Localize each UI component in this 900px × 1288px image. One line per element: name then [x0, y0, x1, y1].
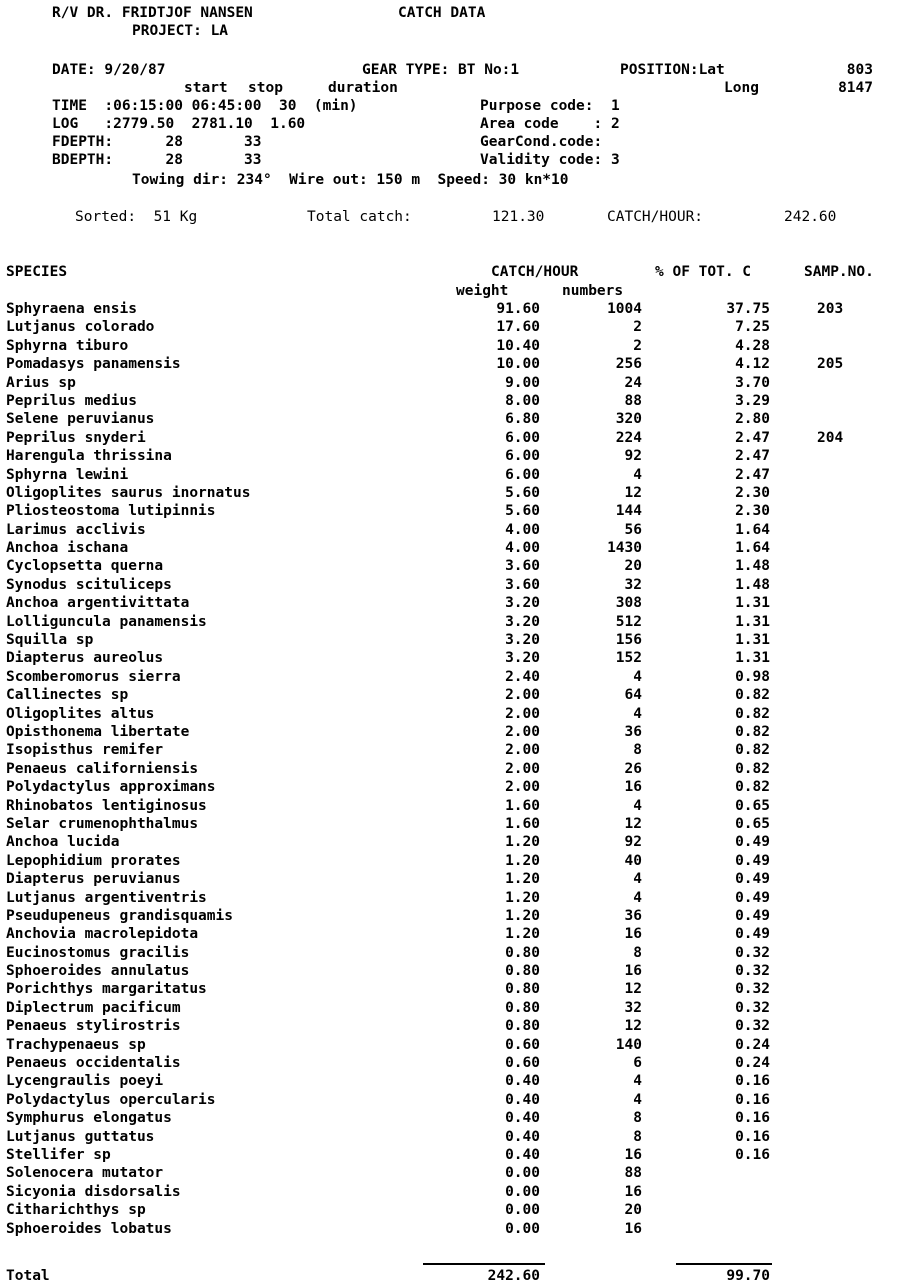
catch-numbers: 36 [624, 907, 642, 924]
sample-number-header: SAMP.NO. [804, 264, 874, 280]
catch-weight: 1.20 [505, 871, 540, 888]
table-row [0, 925, 900, 943]
fdepth-row: FDEPTH: 28 33 [52, 134, 262, 150]
percent-of-total: 0.49 [735, 907, 770, 924]
catch-weight: 0.00 [505, 1202, 540, 1219]
table-row [0, 907, 900, 925]
weight-header: weight [456, 283, 509, 299]
table-row [0, 797, 900, 815]
species-name: Anchovia macrolepidota [6, 926, 199, 943]
log-row: LOG :2779.50 2781.10 1.60 [52, 116, 306, 132]
sample-number: 205 [817, 356, 844, 373]
catch-numbers: 8 [633, 1128, 642, 1145]
species-name: Pliosteostoma lutipinnis [6, 503, 216, 520]
species-name: Peprilus medius [6, 392, 137, 409]
species-name: Cyclopsetta querna [6, 558, 164, 575]
catch-weight: 0.40 [505, 1128, 540, 1145]
table-row [0, 392, 900, 410]
catch-numbers: 64 [624, 687, 642, 704]
species-name: Lutjanus colorado [6, 319, 155, 336]
catch-weight: 0.60 [505, 1036, 540, 1053]
species-name: Solenocera mutator [6, 1165, 164, 1182]
percent-of-total: 0.32 [735, 1018, 770, 1035]
catch-numbers: 56 [624, 521, 642, 538]
catch-numbers: 8 [633, 742, 642, 759]
species-name: Polydactylus opercularis [6, 1091, 216, 1108]
catch-weight: 10.00 [496, 356, 540, 373]
species-name: Harengula thrissina [6, 448, 172, 465]
table-row [0, 1054, 900, 1072]
table-row [0, 447, 900, 465]
col-duration-header: duration [328, 80, 398, 96]
catch-weight: 0.80 [505, 963, 540, 980]
table-row [0, 889, 900, 907]
species-name: Penaeus occidentalis [6, 1055, 181, 1072]
species-name: Isopisthus remifer [6, 742, 164, 759]
catch-weight: 1.60 [505, 797, 540, 814]
table-row [0, 576, 900, 594]
catch-numbers: 12 [624, 981, 642, 998]
catch-per-hour-label: CATCH/HOUR: [607, 209, 704, 225]
percent-of-total: 0.98 [735, 668, 770, 685]
catch-numbers: 16 [624, 1183, 642, 1200]
project-label: PROJECT: LA [132, 23, 229, 39]
table-row [0, 962, 900, 980]
catch-numbers: 8 [633, 1110, 642, 1127]
species-name: Symphurus elongatus [6, 1110, 172, 1127]
table-row [0, 613, 900, 631]
table-row [0, 1201, 900, 1219]
table-row [0, 484, 900, 502]
catch-numbers: 4 [633, 1091, 642, 1108]
species-name: Opisthonema libertate [6, 723, 190, 740]
total-percent: 99.70 [726, 1268, 770, 1284]
table-row [0, 521, 900, 539]
catch-weight: 3.60 [505, 558, 540, 575]
catch-numbers: 40 [624, 852, 642, 869]
vessel-name: R/V DR. FRIDTJOF NANSEN [52, 5, 253, 21]
area-code: Area code : 2 [480, 116, 620, 132]
percent-of-total: 0.82 [735, 705, 770, 722]
catch-numbers: 2 [633, 319, 642, 336]
table-row [0, 1146, 900, 1164]
catch-weight: 0.40 [505, 1110, 540, 1127]
percent-of-total: 4.28 [735, 337, 770, 354]
catch-numbers: 20 [624, 558, 642, 575]
catch-weight: 3.20 [505, 650, 540, 667]
table-row [0, 778, 900, 796]
table-row [0, 466, 900, 484]
catch-numbers: 26 [624, 760, 642, 777]
species-name: Pseudupeneus grandisquamis [6, 907, 233, 924]
species-name: Oligoplites saurus inornatus [6, 484, 251, 501]
catch-weight: 0.40 [505, 1091, 540, 1108]
percent-of-total: 1.48 [735, 576, 770, 593]
catch-weight: 1.20 [505, 907, 540, 924]
percent-of-total: 3.29 [735, 392, 770, 409]
species-name: Trachypenaeus sp [6, 1036, 146, 1053]
species-name: Lycengraulis poeyi [6, 1073, 164, 1090]
species-name: Penaeus stylirostris [6, 1018, 181, 1035]
table-row [0, 631, 900, 649]
species-name: Sphyraena ensis [6, 301, 137, 317]
percent-of-total: 2.47 [735, 429, 770, 446]
species-name: Squilla sp [6, 632, 94, 649]
catch-weight: 1.20 [505, 834, 540, 851]
percent-of-total: 1.31 [735, 613, 770, 630]
catch-weight: 91.60 [496, 301, 540, 317]
species-name: Diapterus peruvianus [6, 871, 181, 888]
table-row [0, 741, 900, 759]
table-row [0, 815, 900, 833]
catch-numbers: 4 [633, 1073, 642, 1090]
species-name: Sicyonia disdorsalis [6, 1183, 181, 1200]
document-title: CATCH DATA [398, 5, 486, 21]
catch-weight: 9.00 [505, 374, 540, 391]
percent-total-header: % OF TOT. C [655, 264, 752, 280]
catch-numbers: 4 [633, 889, 642, 906]
catch-weight: 1.20 [505, 926, 540, 943]
table-row [0, 355, 900, 373]
species-name: Scomberomorus sierra [6, 668, 181, 685]
catch-numbers: 16 [624, 779, 642, 796]
percent-of-total: 0.16 [735, 1128, 770, 1145]
percent-of-total: 2.47 [735, 466, 770, 483]
catch-weight: 2.40 [505, 668, 540, 685]
species-name: Peprilus snyderi [6, 429, 146, 446]
percent-of-total: 0.24 [735, 1055, 770, 1072]
species-name: Lolliguncula panamensis [6, 613, 207, 630]
catch-weight: 6.00 [505, 466, 540, 483]
sample-number: 204 [817, 429, 844, 446]
numbers-header: numbers [562, 283, 624, 299]
percent-of-total: 1.64 [735, 540, 770, 557]
catch-weight: 2.00 [505, 723, 540, 740]
catch-numbers: 24 [624, 374, 642, 391]
catch-weight: 3.60 [505, 576, 540, 593]
percent-of-total: 0.65 [735, 815, 770, 832]
species-name: Sphoeroides lobatus [6, 1220, 172, 1237]
species-name: Porichthys margaritatus [6, 981, 207, 998]
bdepth-row: BDEPTH: 28 33 [52, 152, 262, 168]
catch-weight: 0.00 [505, 1183, 540, 1200]
catch-weight: 2.00 [505, 742, 540, 759]
percent-of-total: 2.30 [735, 484, 770, 501]
validity-code: Validity code: 3 [480, 152, 620, 168]
catch-numbers: 36 [624, 723, 642, 740]
percent-of-total: 0.49 [735, 871, 770, 888]
catch-weight: 6.00 [505, 448, 540, 465]
table-row [0, 944, 900, 962]
species-name: Arius sp [6, 374, 76, 391]
percent-of-total: 0.16 [735, 1146, 770, 1163]
species-name: Lepophidium prorates [6, 852, 181, 869]
table-row [0, 686, 900, 704]
percent-of-total: 0.16 [735, 1110, 770, 1127]
percent-of-total: 2.30 [735, 503, 770, 520]
table-row [0, 668, 900, 686]
percent-of-total: 0.82 [735, 742, 770, 759]
species-name: Lutjanus argentiventris [6, 889, 207, 906]
catch-numbers: 32 [624, 999, 642, 1016]
percent-of-total: 0.82 [735, 779, 770, 796]
species-name: Stellifer sp [6, 1146, 111, 1163]
catch-numbers: 92 [624, 834, 642, 851]
species-name: Citharichthys sp [6, 1202, 146, 1219]
catch-weight: 3.20 [505, 595, 540, 612]
species-name: Selar crumenophthalmus [6, 815, 199, 832]
table-row [0, 300, 900, 318]
catch-weight: 5.60 [505, 503, 540, 520]
percent-of-total: 1.64 [735, 521, 770, 538]
catch-numbers: 4 [633, 668, 642, 685]
table-row [0, 999, 900, 1017]
catch-numbers: 16 [624, 1220, 642, 1237]
catch-numbers: 156 [615, 632, 642, 649]
table-row [0, 649, 900, 667]
percent-of-total: 0.24 [735, 1036, 770, 1053]
catch-weight: 3.20 [505, 613, 540, 630]
table-row [0, 723, 900, 741]
catch-numbers: 32 [624, 576, 642, 593]
gear-type-field: GEAR TYPE: BT No:1 [362, 62, 520, 78]
catch-weight: 2.00 [505, 760, 540, 777]
percent-of-total: 0.32 [735, 981, 770, 998]
catch-numbers: 1430 [607, 540, 642, 557]
total-catch-value: 121.30 [492, 209, 545, 225]
table-row [0, 852, 900, 870]
towing-info: Towing dir: 234° Wire out: 150 m Speed: 30 kn*10 [132, 172, 569, 188]
catch-weight: 0.00 [505, 1220, 540, 1237]
catch-weight: 0.80 [505, 1018, 540, 1035]
table-row [0, 1128, 900, 1146]
table-row [0, 337, 900, 355]
percent-of-total: 0.16 [735, 1091, 770, 1108]
catch-numbers: 16 [624, 926, 642, 943]
table-row [0, 539, 900, 557]
catch-weight: 2.00 [505, 779, 540, 796]
catch-weight: 6.00 [505, 429, 540, 446]
species-name: Penaeus californiensis [6, 760, 199, 777]
percent-of-total: 0.49 [735, 834, 770, 851]
percent-of-total: 7.25 [735, 319, 770, 336]
catch-weight: 8.00 [505, 392, 540, 409]
table-row [0, 1091, 900, 1109]
species-name: Sphyrna tiburo [6, 337, 129, 354]
table-row [0, 833, 900, 851]
catch-weight: 4.00 [505, 521, 540, 538]
weight-total-rule [423, 1263, 545, 1265]
table-row [0, 870, 900, 888]
table-row [0, 557, 900, 575]
catch-numbers: 224 [615, 429, 642, 446]
catch-weight: 3.20 [505, 632, 540, 649]
latitude-value: 803 [846, 62, 873, 78]
catch-numbers: 92 [624, 448, 642, 465]
table-row [0, 318, 900, 336]
catch-weight: 0.40 [505, 1073, 540, 1090]
catch-numbers: 4 [633, 705, 642, 722]
species-name: Callinectes sp [6, 687, 129, 704]
species-name: Oligoplites altus [6, 705, 155, 722]
catch-numbers: 144 [615, 503, 642, 520]
species-name: Eucinostomus gracilis [6, 944, 190, 961]
species-name: Polydactylus approximans [6, 779, 216, 796]
catch-numbers: 20 [624, 1202, 642, 1219]
catch-numbers: 320 [615, 411, 642, 428]
percent-of-total: 0.65 [735, 797, 770, 814]
species-name: Anchoa argentivittata [6, 595, 190, 612]
species-name: Sphoeroides annulatus [6, 963, 190, 980]
gearcond-code: GearCond.code: [480, 134, 603, 150]
sorted-weight: Sorted: 51 Kg [75, 209, 198, 225]
catch-weight: 2.00 [505, 705, 540, 722]
catch-numbers: 4 [633, 466, 642, 483]
longitude-value: 8147 [838, 80, 873, 96]
species-name: Anchoa lucida [6, 834, 120, 851]
species-name: Larimus acclivis [6, 521, 146, 538]
species-name: Selene peruvianus [6, 411, 155, 428]
percent-of-total: 0.49 [735, 852, 770, 869]
catch-weight: 0.80 [505, 981, 540, 998]
percent-total-rule [676, 1263, 772, 1265]
percent-of-total: 2.47 [735, 448, 770, 465]
catch-numbers: 88 [624, 392, 642, 409]
catch-weight: 2.00 [505, 687, 540, 704]
species-table [0, 300, 900, 1238]
percent-of-total: 3.70 [735, 374, 770, 391]
percent-of-total: 0.16 [735, 1073, 770, 1090]
catch-weight: 5.60 [505, 484, 540, 501]
catch-per-hour-value: 242.60 [784, 209, 837, 225]
table-row [0, 1109, 900, 1127]
catch-weight: 4.00 [505, 540, 540, 557]
catch-numbers: 16 [624, 963, 642, 980]
species-name: Diapterus aureolus [6, 650, 164, 667]
percent-of-total: 0.32 [735, 999, 770, 1016]
catch-numbers: 140 [615, 1036, 642, 1053]
percent-of-total: 0.49 [735, 889, 770, 906]
species-name: Lutjanus guttatus [6, 1128, 155, 1145]
species-name: Anchoa ischana [6, 540, 129, 557]
species-name: Rhinobatos lentiginosus [6, 797, 207, 814]
table-row [0, 1072, 900, 1090]
catch-numbers: 4 [633, 871, 642, 888]
catch-weight: 10.40 [496, 337, 540, 354]
catch-numbers: 512 [615, 613, 642, 630]
catch-weight: 0.40 [505, 1146, 540, 1163]
table-row [0, 1017, 900, 1035]
percent-of-total: 0.82 [735, 687, 770, 704]
catch-numbers: 12 [624, 484, 642, 501]
catch-numbers: 6 [633, 1055, 642, 1072]
longitude-label: Long [724, 80, 759, 96]
catch-weight: 6.80 [505, 411, 540, 428]
catch-numbers: 4 [633, 797, 642, 814]
species-name: Diplectrum pacificum [6, 999, 181, 1016]
percent-of-total: 37.75 [726, 301, 770, 317]
percent-of-total: 1.31 [735, 632, 770, 649]
position-label: POSITION:Lat [620, 62, 725, 78]
catch-weight: 0.80 [505, 944, 540, 961]
percent-of-total: 0.82 [735, 723, 770, 740]
percent-of-total: 4.12 [735, 356, 770, 373]
catch-numbers: 88 [624, 1165, 642, 1182]
table-row [0, 594, 900, 612]
total-weight: 242.60 [487, 1268, 540, 1284]
total-label: Total [6, 1268, 50, 1284]
catch-numbers: 308 [615, 595, 642, 612]
table-row [0, 502, 900, 520]
percent-of-total: 1.48 [735, 558, 770, 575]
table-row [0, 1183, 900, 1201]
catch-numbers: 256 [615, 356, 642, 373]
table-row [0, 374, 900, 392]
purpose-code: Purpose code: 1 [480, 98, 620, 114]
table-row [0, 705, 900, 723]
percent-of-total: 2.80 [735, 411, 770, 428]
catch-weight: 0.60 [505, 1055, 540, 1072]
catch-numbers: 152 [615, 650, 642, 667]
catch-numbers: 16 [624, 1146, 642, 1163]
catch-numbers: 8 [633, 944, 642, 961]
table-row [0, 429, 900, 447]
percent-of-total: 0.32 [735, 963, 770, 980]
species-header: SPECIES [6, 264, 68, 280]
table-row [0, 410, 900, 428]
percent-of-total: 0.32 [735, 944, 770, 961]
sample-number: 203 [817, 301, 844, 317]
species-name: Sphyrna lewini [6, 466, 129, 483]
catch-numbers: 2 [633, 337, 642, 354]
catch-weight: 1.20 [505, 852, 540, 869]
total-catch-label: Total catch: [307, 209, 412, 225]
time-row: TIME :06:15:00 06:45:00 30 (min) [52, 98, 358, 114]
species-name: Synodus scituliceps [6, 576, 172, 593]
table-row [0, 1220, 900, 1238]
date-field: DATE: 9/20/87 [52, 62, 166, 78]
percent-of-total: 1.31 [735, 595, 770, 612]
table-row [0, 1036, 900, 1054]
catch-weight: 17.60 [496, 319, 540, 336]
catch-weight: 1.20 [505, 889, 540, 906]
percent-of-total: 0.82 [735, 760, 770, 777]
col-stop-header: stop [248, 80, 283, 96]
catch-weight: 0.80 [505, 999, 540, 1016]
catch-weight: 1.60 [505, 815, 540, 832]
catch-numbers: 12 [624, 1018, 642, 1035]
table-row [0, 1164, 900, 1182]
table-row [0, 760, 900, 778]
col-start-header: start [184, 80, 228, 96]
percent-of-total: 1.31 [735, 650, 770, 667]
table-row [0, 980, 900, 998]
percent-of-total: 0.49 [735, 926, 770, 943]
species-name: Pomadasys panamensis [6, 356, 181, 373]
catch-numbers: 12 [624, 815, 642, 832]
catch-weight: 0.00 [505, 1165, 540, 1182]
catch-per-hour-header: CATCH/HOUR [491, 264, 579, 280]
catch-numbers: 1004 [607, 301, 642, 317]
